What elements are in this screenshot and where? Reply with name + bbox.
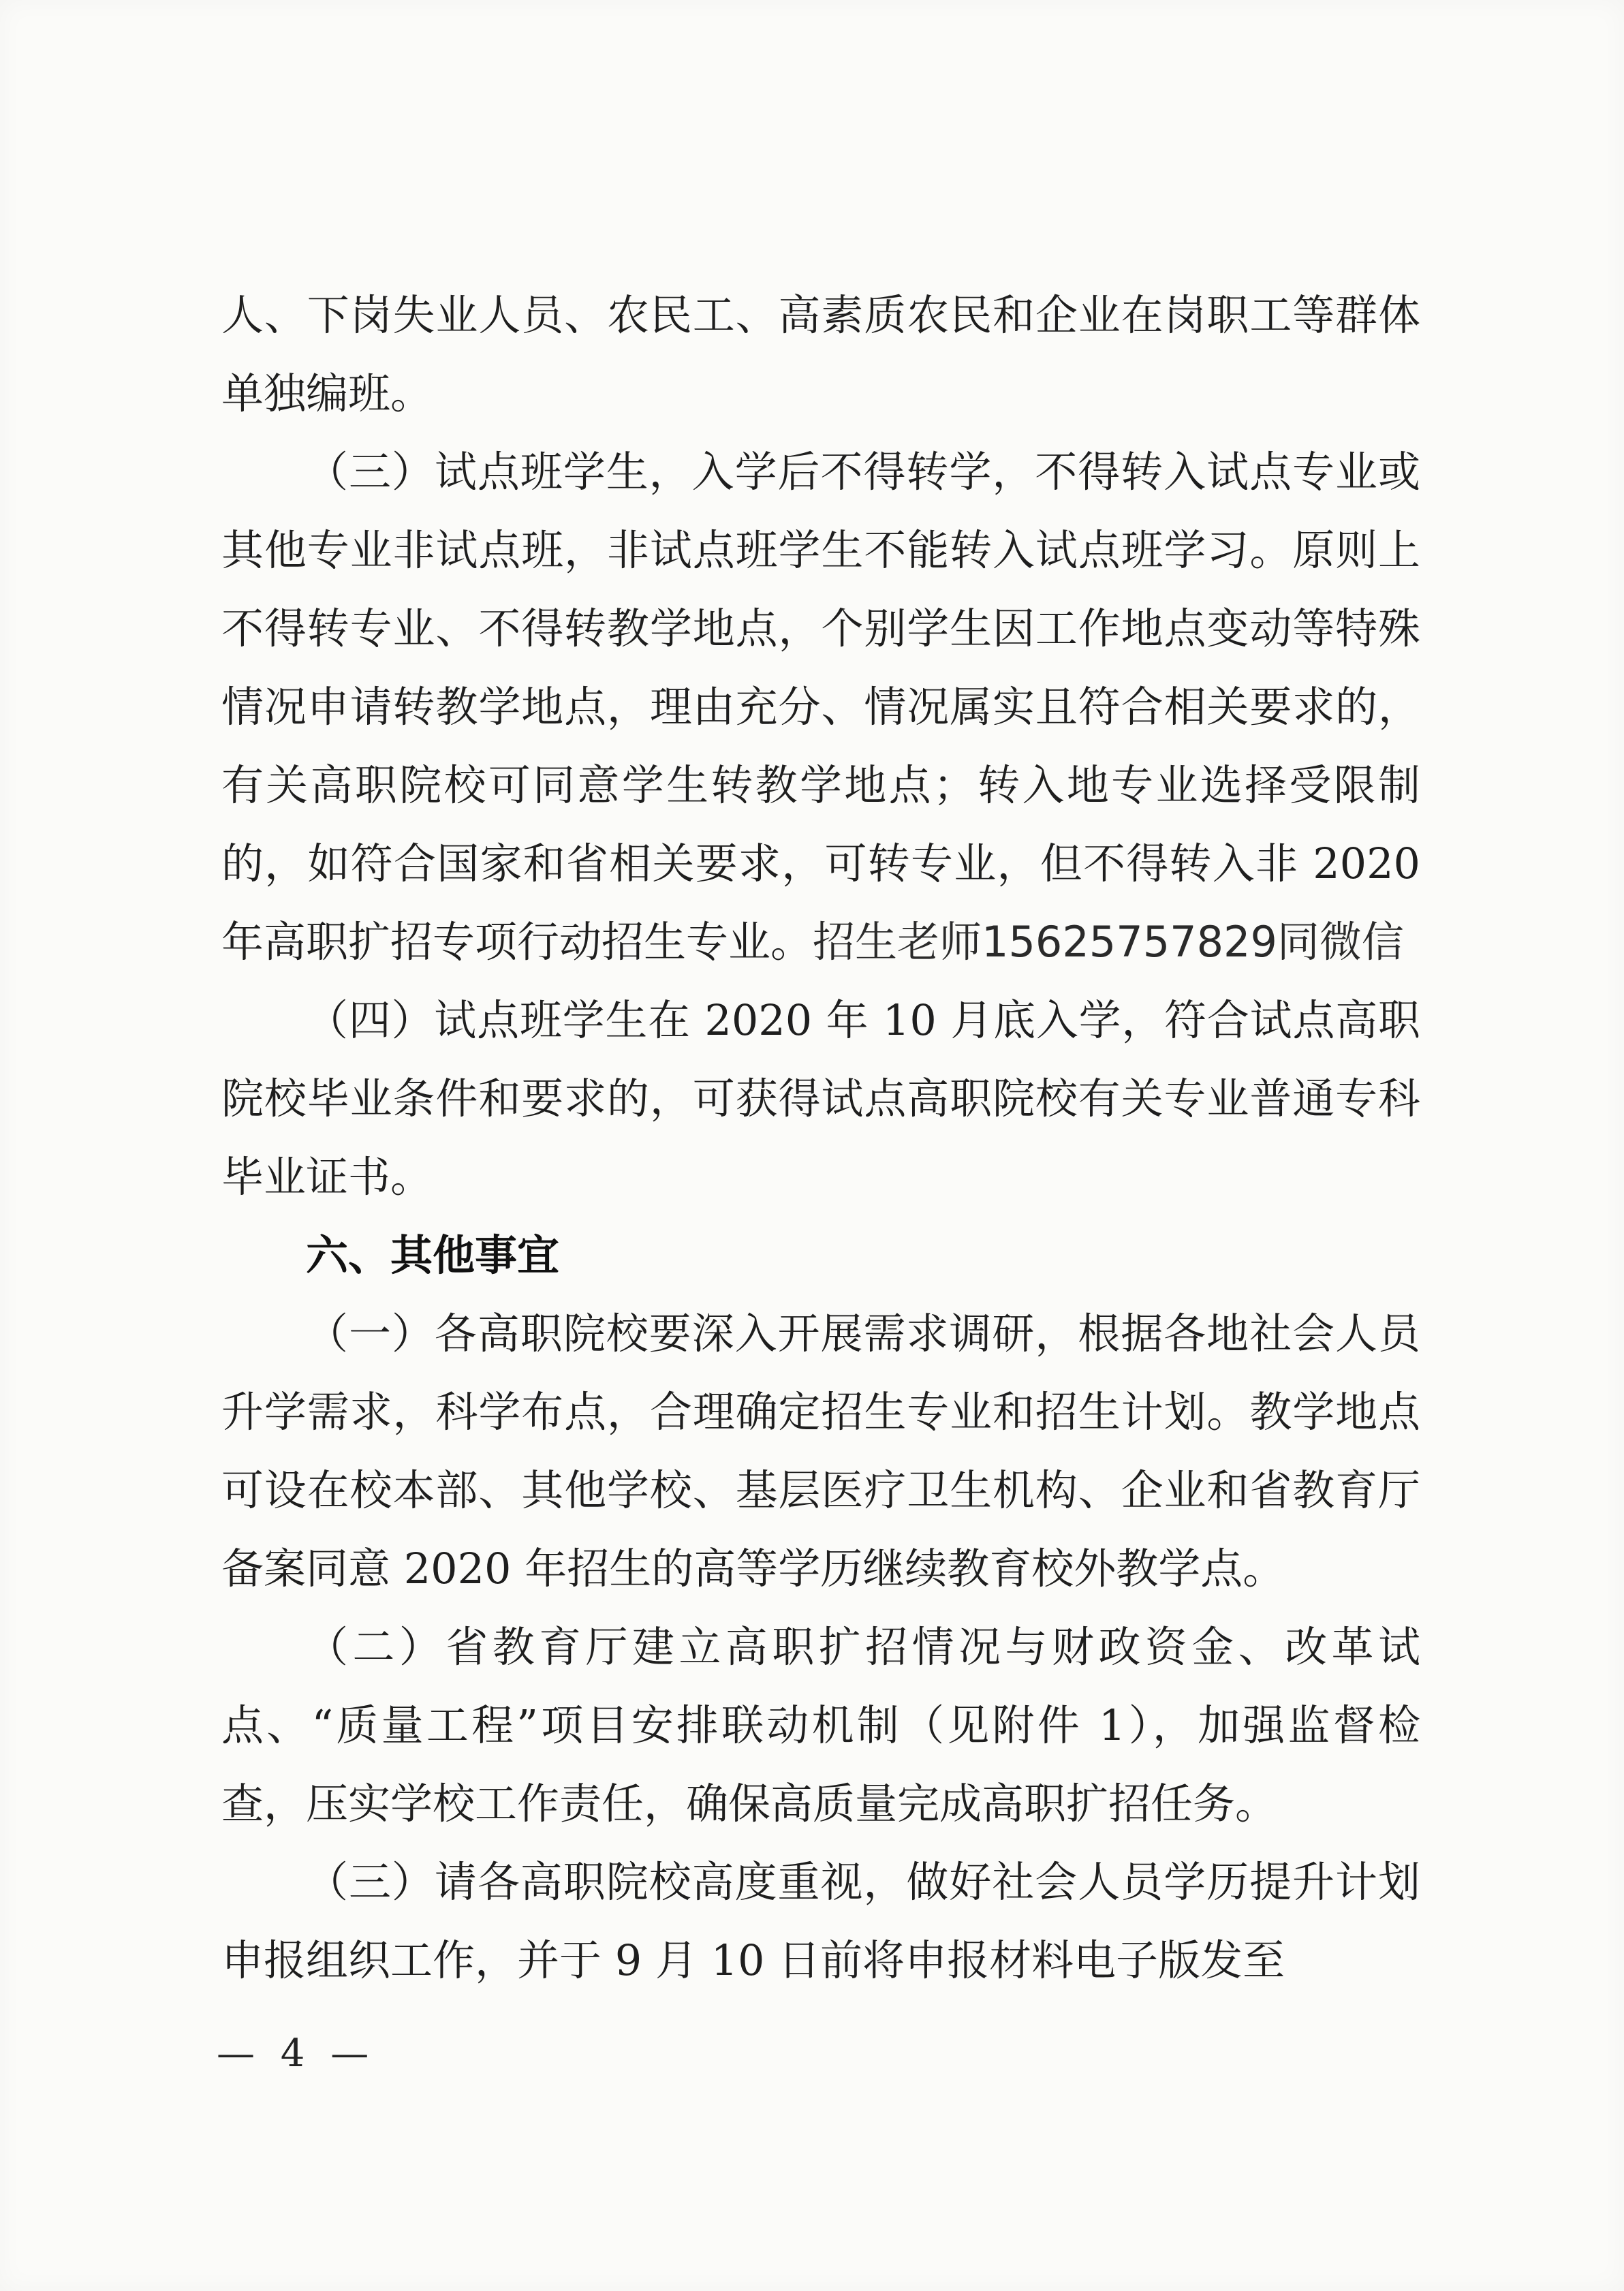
paragraph-text: （二）省教育厅建立高职扩招情况与财政资金、改革试点、“质量工程”项目安排联动机制（见附件 1），加强监督检查，压实学校工作责任，确保高质量完成高职扩招任务。 bbox=[221, 1622, 1420, 1828]
section-heading-other-matters: 六、其他事宜 bbox=[306, 1230, 560, 1280]
paragraph-enrollment-graduation bbox=[221, 981, 1420, 1216]
paragraph-text: 人、下岗失业人员、农民工、高素质农民和企业在岗职工等群体单独编班。 bbox=[221, 290, 1420, 418]
paragraph-text: （四）试点班学生在 2020 年 10 月底入学，符合试点高职院校毕业条件和要求的，可获得试点高职院校有关专业普通专科毕业证书。 bbox=[221, 995, 1420, 1202]
paragraph-text: （一）各高职院校要深入开展需求调研，根据各地社会人员升学需求，科学布点，合理确定招生专业和招生计划。教学地点可设在校本部、其他学校、基层医疗卫生机构、企业和省教育厅备案同意 2020 年招生的高等学历继续教育校外教学点。 bbox=[221, 1309, 1420, 1593]
paragraph-submission bbox=[221, 1843, 1420, 1999]
paragraph-continuation bbox=[221, 276, 1420, 433]
paragraph-transfer-rules bbox=[221, 433, 1420, 981]
page-number: — 4 — bbox=[217, 2031, 376, 2076]
paragraph-linkage-mechanism bbox=[221, 1608, 1420, 1843]
inline-contact-note: 招生老师15625757829同微信 bbox=[813, 917, 1404, 967]
document-body bbox=[221, 276, 1420, 1999]
paragraph-demand-research bbox=[221, 1294, 1420, 1608]
paragraph-text: （三）请各高职院校高度重视，做好社会人员学历提升计划申报组织工作，并于 9 月 10 日前将申报材料电子版发至 bbox=[221, 1857, 1420, 1985]
paragraph-text: （三）试点班学生，入学后不得转学，不得转入试点专业或其他专业非试点班，非试点班学生不能转入试点班学习。原则上不得转专业、不得转教学地点，个别学生因工作地点变动等特殊情况申请转教学地点，理由充分、情况属实且符合相关要求的，有关高职院校可同意学生转教学地点；转入地专业选择受限制的，如符合国家和省相关要求，可转专业，但不得转入非 2020 年高职扩招专项行动招生专业。 bbox=[221, 447, 1420, 967]
